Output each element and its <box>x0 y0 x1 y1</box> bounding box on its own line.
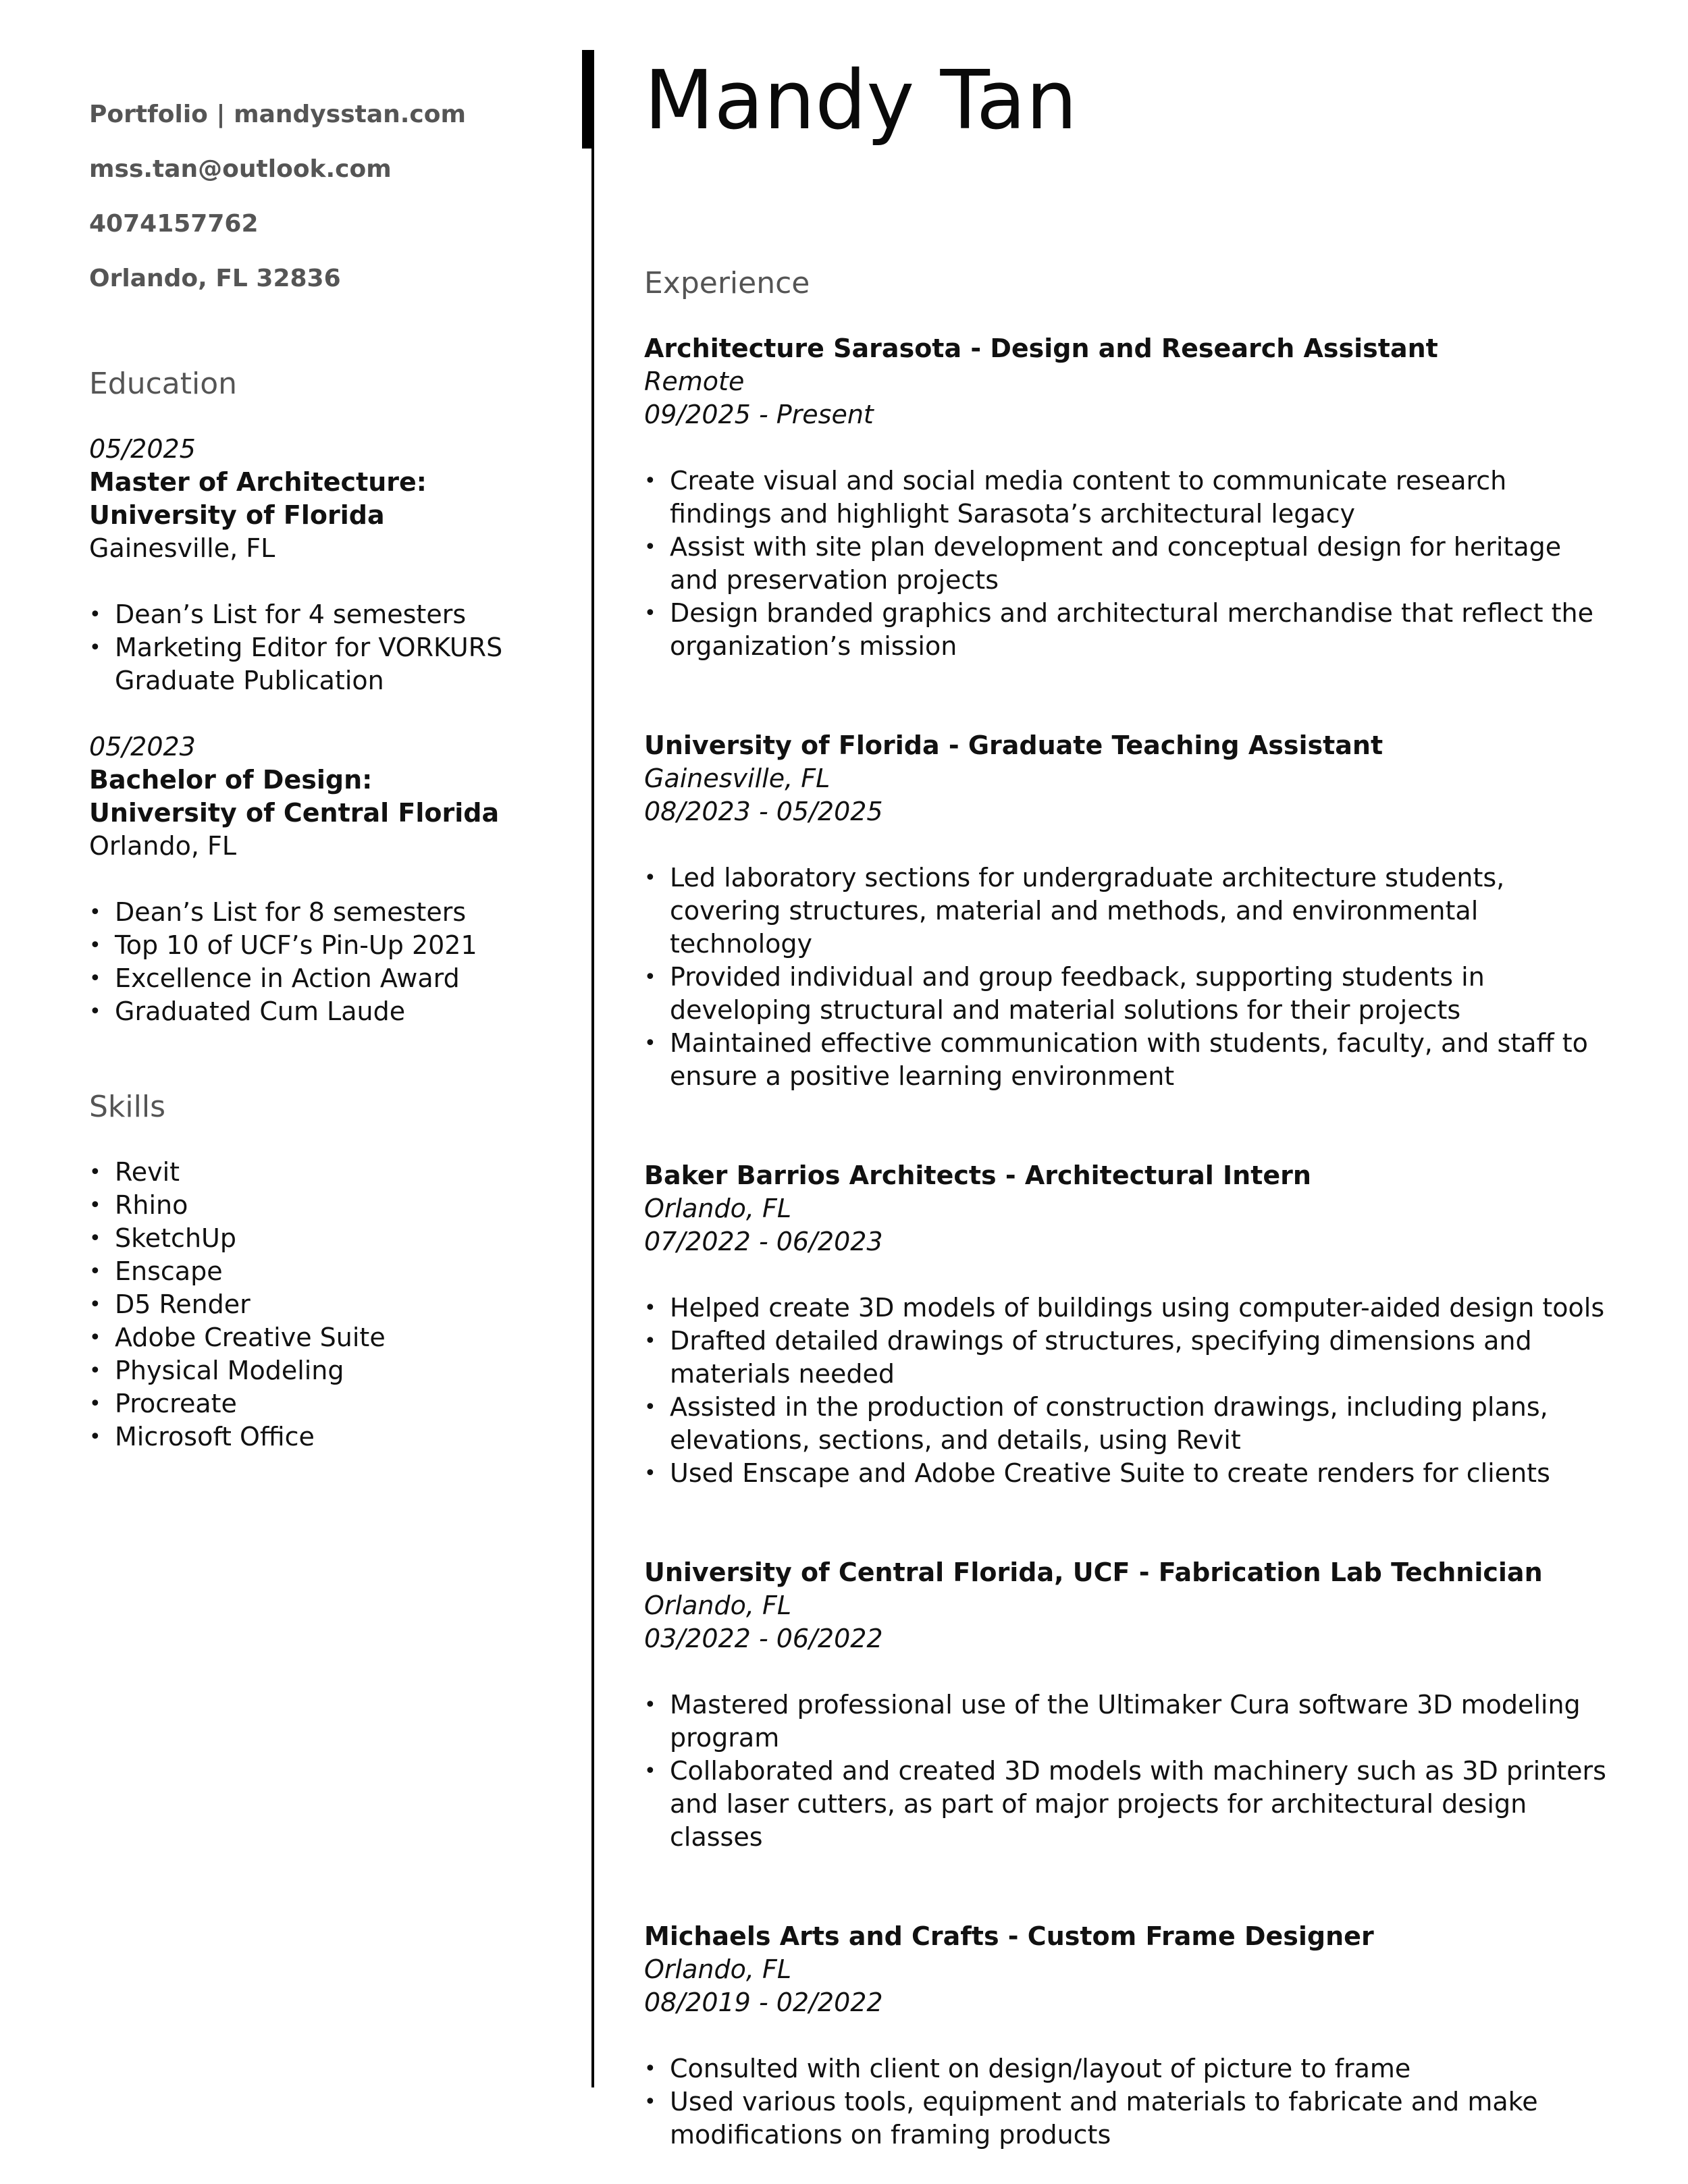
column-divider <box>591 149 594 2087</box>
skill-item: • Physical Modeling <box>89 1354 562 1387</box>
job-title: Architecture Sarasota - Design and Research Assistant <box>644 334 1438 363</box>
page-title: Mandy Tan <box>644 54 1078 148</box>
list-item: • Design branded graphics and architectural merchandise that reflect the organization’s mission <box>644 597 1616 663</box>
list-item: • Collaborated and created 3D models with machinery such as 3D printers and laser cutters, as part of major projects for architectural design classes <box>644 1755 1616 1854</box>
list-item: • Helped create 3D models of buildings using computer-aided design tools <box>644 1291 1616 1325</box>
job-dates: 08/2019 - 02/2022 <box>644 1988 883 2017</box>
job-title: Baker Barrios Architects - Architectural Intern <box>644 1161 1311 1190</box>
education-entry <box>89 730 562 1028</box>
job-entry <box>644 1920 1616 2152</box>
experience-heading: Experience <box>644 266 810 300</box>
portfolio-link[interactable]: Portfolio | mandysstan.com <box>89 101 467 128</box>
location: Orlando, FL 32836 <box>89 265 341 292</box>
job-bullets <box>644 2052 1616 2152</box>
job-entry <box>644 729 1616 1093</box>
job-title: Michaels Arts and Crafts - Custom Frame Designer <box>644 1921 1374 1951</box>
skills-list <box>89 1156 562 1454</box>
education-honors-list <box>89 598 562 697</box>
list-item: • Maintained effective communication with students, faculty, and staff to ensure a positive learning environment <box>644 1027 1616 1093</box>
job-entry <box>644 1159 1616 1490</box>
job-bullets <box>644 464 1616 663</box>
skill-item: • SketchUp <box>89 1222 562 1255</box>
list-item: • Top 10 of UCF’s Pin-Up 2021 <box>89 929 562 962</box>
email-link[interactable]: mss.tan@outlook.com <box>89 155 392 183</box>
contact-block <box>89 101 562 292</box>
list-item: • Assist with site plan development and conceptual design for heritage and preservation projects <box>644 531 1616 597</box>
list-item: • Used Enscape and Adobe Creative Suite to create renders for clients <box>644 1457 1616 1490</box>
skill-item: • Revit <box>89 1156 562 1189</box>
list-item: • Provided individual and group feedback, supporting students in developing structural and material solutions for their projects <box>644 961 1616 1027</box>
job-bullets <box>644 1688 1616 1854</box>
list-item: • Dean’s List for 4 semesters <box>89 598 562 631</box>
job-location: Remote <box>644 367 745 396</box>
job-location: Gainesville, FL <box>644 764 830 793</box>
job-location: Orlando, FL <box>644 1954 792 1984</box>
job-dates: 07/2022 - 06/2023 <box>644 1227 883 1256</box>
skill-item: • Microsoft Office <box>89 1420 562 1454</box>
skills-section <box>89 1090 562 1454</box>
list-item: • Consulted with client on design/layout of picture to frame <box>644 2052 1616 2085</box>
list-item: • Marketing Editor for VORKURS Graduate Publication <box>89 631 520 697</box>
skill-item: • Procreate <box>89 1387 562 1420</box>
skill-item: • Adobe Creative Suite <box>89 1321 562 1354</box>
education-location: Orlando, FL <box>89 831 237 861</box>
main-content <box>644 54 1616 2152</box>
list-item: • Graduated Cum Laude <box>89 995 562 1028</box>
education-heading: Education <box>89 367 238 401</box>
job-dates: 09/2025 - Present <box>644 400 874 429</box>
phone-number: 4074157762 <box>89 210 259 238</box>
education-degree: Bachelor of Design: <box>89 765 373 795</box>
list-item: • Dean’s List for 8 semesters <box>89 896 562 929</box>
job-entry <box>644 332 1616 663</box>
header-accent-bar <box>582 50 594 149</box>
education-honors-list <box>89 896 562 1028</box>
education-school: University of Central Florida <box>89 798 500 828</box>
list-item: • Assisted in the production of construction drawings, including plans, elevations, sections, and details, using Revit <box>644 1391 1616 1457</box>
job-dates: 08/2023 - 05/2025 <box>644 797 883 826</box>
education-date: 05/2023 <box>89 732 196 762</box>
education-entry <box>89 433 562 697</box>
skill-item: • Enscape <box>89 1255 562 1288</box>
job-dates: 03/2022 - 06/2022 <box>644 1624 883 1653</box>
education-location: Gainesville, FL <box>89 533 275 563</box>
list-item: • Drafted detailed drawings of structures, specifying dimensions and materials needed <box>644 1325 1616 1391</box>
skill-item: • D5 Render <box>89 1288 562 1321</box>
education-school: University of Florida <box>89 500 385 530</box>
job-bullets <box>644 861 1616 1093</box>
education-date: 05/2025 <box>89 434 196 464</box>
job-title: University of Central Florida, UCF - Fabrication Lab Technician <box>644 1557 1543 1587</box>
job-title: University of Florida - Graduate Teaching Assistant <box>644 730 1383 760</box>
job-bullets <box>644 1291 1616 1490</box>
sidebar <box>89 101 562 1454</box>
job-location: Orlando, FL <box>644 1194 792 1223</box>
job-location: Orlando, FL <box>644 1591 792 1620</box>
list-item: • Excellence in Action Award <box>89 962 562 995</box>
skills-heading: Skills <box>89 1090 166 1124</box>
experience-section <box>644 267 1616 2152</box>
list-item: • Led laboratory sections for undergraduate architecture students, covering structures, material and methods, and environmental technology <box>644 861 1616 961</box>
list-item: • Create visual and social media content to communicate research findings and highlight Sarasota’s architectural legacy <box>644 464 1616 531</box>
list-item: • Mastered professional use of the Ultimaker Cura software 3D modeling program <box>644 1688 1616 1755</box>
education-section <box>89 367 562 1028</box>
education-degree: Master of Architecture: <box>89 467 427 497</box>
list-item: • Used various tools, equipment and materials to fabricate and make modifications on framing products <box>644 2085 1616 2152</box>
skill-item: • Rhino <box>89 1189 562 1222</box>
job-entry <box>644 1556 1616 1854</box>
